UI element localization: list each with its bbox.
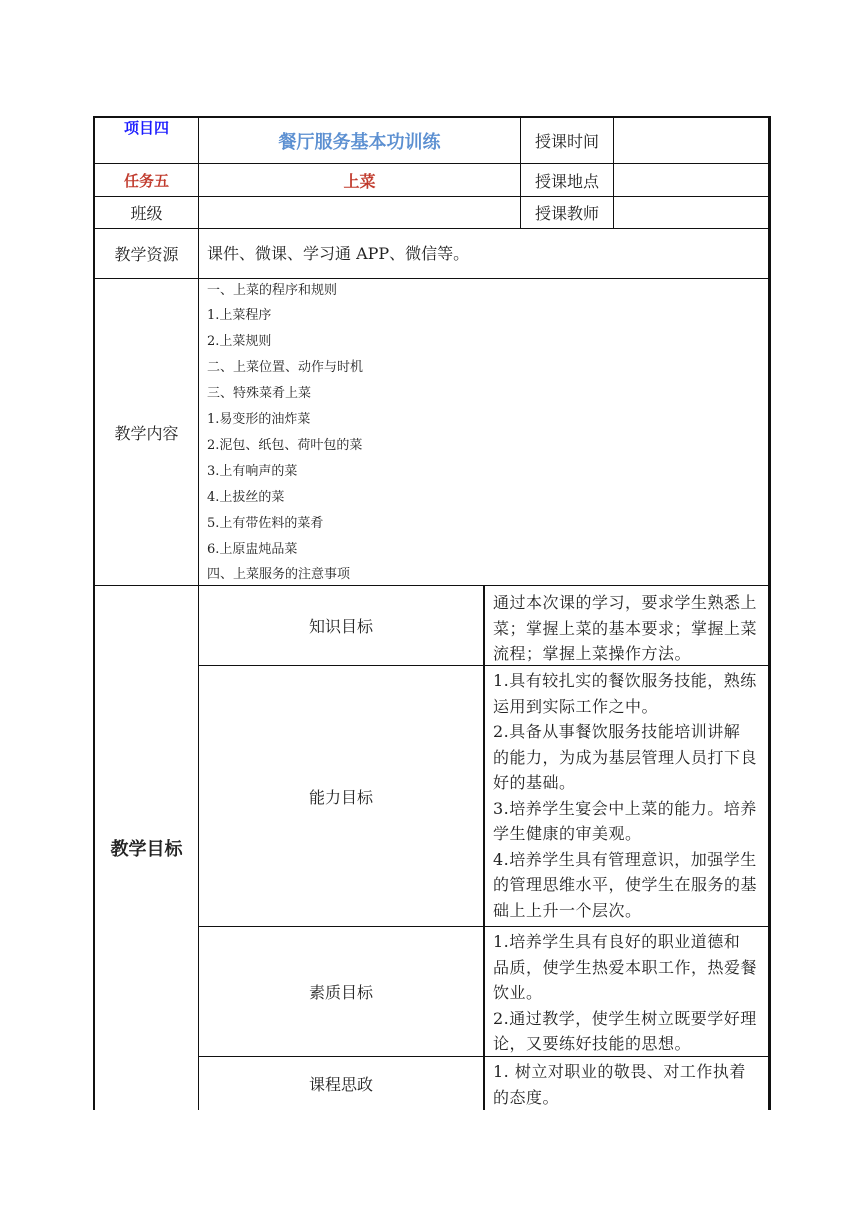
ideology-objective-text — [493, 1059, 765, 1110]
text-line: 的管理思维水平，使学生在服务的基 — [493, 875, 758, 894]
text-line: 2.通过教学，使学生树立既要学好理 — [493, 1008, 757, 1028]
grid-line — [483, 585, 485, 1110]
text-line: 1.培养学生具有良好的职业道德和 — [493, 932, 741, 951]
text-line: 论，又要练好技能的思想。 — [493, 1034, 692, 1053]
content-label: 教学内容 — [114, 423, 179, 443]
text-line: 菜；掌握上菜的基本要求；掌握上菜 — [493, 618, 758, 638]
ability-objective-text — [493, 668, 765, 923]
class-label: 班级 — [130, 204, 163, 223]
text-line: 础上上升一个层次。 — [493, 900, 642, 920]
task-title: 上菜 — [343, 171, 376, 191]
text-line: 饮业。 — [493, 983, 543, 1002]
text-line: 4.培养学生具有管理意识，加强学生 — [493, 849, 757, 869]
class-time-value — [614, 118, 768, 163]
content-line: 6.上原盅炖品菜 — [207, 542, 298, 557]
text-line: 的态度。 — [493, 1087, 560, 1107]
resources-value: 课件、微课、学习通 APP、微信等。 — [207, 244, 470, 263]
text-line: 2.具备从事餐饮服务技能培训讲解 — [493, 722, 741, 741]
teacher-value — [614, 197, 768, 228]
task-label: 任务五 — [123, 171, 169, 190]
text-line: 品质，使学生热爱本职工作，热爱餐 — [493, 957, 758, 977]
knowledge-objective-text — [493, 590, 765, 667]
text-line: 学生健康的审美观。 — [493, 824, 642, 843]
content-line: 1.易变形的油炸菜 — [207, 412, 311, 427]
content-line: 二、上菜位置、动作与时机 — [207, 360, 364, 375]
class-time-label: 授课时间 — [534, 132, 599, 151]
knowledge-objective-label: 知识目标 — [308, 617, 373, 636]
objectives-label: 教学目标 — [110, 839, 183, 860]
quality-objective-text — [493, 929, 765, 1057]
quality-objective-label: 素质目标 — [308, 983, 373, 1002]
content-line: 1.上菜程序 — [207, 308, 272, 323]
resources-label: 教学资源 — [114, 245, 179, 264]
teacher-label: 授课教师 — [534, 204, 599, 223]
text-line: 通过本次课的学习，要求学生熟悉上 — [493, 593, 758, 612]
content-line: 4.上拔丝的菜 — [207, 490, 285, 505]
class-place-value — [614, 164, 768, 196]
table-border-right — [768, 116, 771, 1110]
text-line: 的能力，为成为基层管理人员打下良 — [493, 747, 758, 767]
ability-objective-label: 能力目标 — [308, 787, 373, 807]
project-label: 项目四 — [123, 119, 169, 137]
content-line: 四、上菜服务的注意事项 — [207, 567, 351, 582]
content-line: 三、特殊菜肴上菜 — [207, 386, 312, 401]
text-line: 运用到实际工作之中。 — [493, 696, 659, 716]
text-line: 好的基础。 — [493, 773, 576, 792]
text-line: 3.培养学生宴会中上菜的能力。培养 — [493, 798, 757, 818]
content-line: 2.泥包、纸包、荷叶包的菜 — [207, 438, 363, 453]
text-line: 流程；掌握上菜操作方法。 — [493, 644, 692, 663]
text-line: 1.具有较扎实的餐饮服务技能，熟练 — [493, 671, 757, 690]
text-line: 1. 树立对职业的敬畏、对工作执着 — [493, 1062, 746, 1081]
content-line: 2.上菜规则 — [207, 334, 272, 349]
content-line: 5.上有带佐料的菜肴 — [207, 516, 324, 531]
ideology-objective-label: 课程思政 — [308, 1075, 373, 1094]
content-line: 一、上菜的程序和规则 — [207, 283, 338, 298]
project-title: 餐厅服务基本功训练 — [278, 131, 441, 153]
class-place-label: 授课地点 — [534, 171, 599, 191]
content-line: 3.上有响声的菜 — [207, 464, 298, 479]
class-value — [199, 197, 520, 228]
